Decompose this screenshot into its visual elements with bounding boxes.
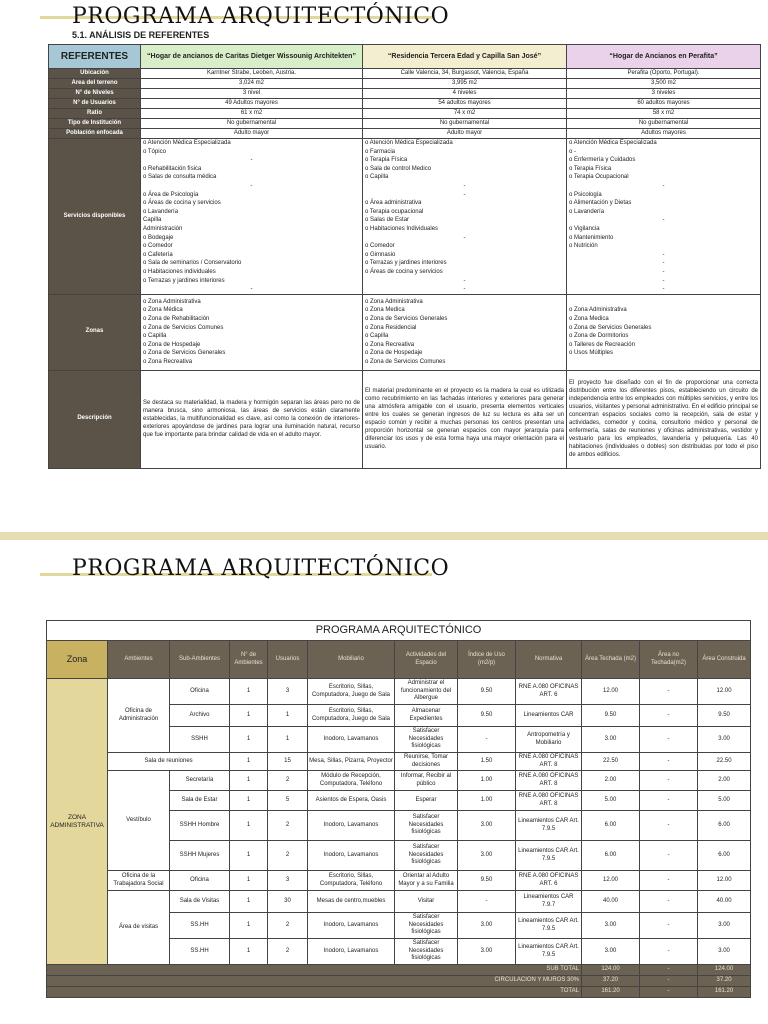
- cell: 3 nivel: [141, 89, 363, 99]
- cell-idx: 9.50: [458, 679, 516, 705]
- cell-sub: Sala de Estar: [170, 791, 230, 811]
- cell-mob: Inodoro, Lavamanos: [308, 727, 395, 753]
- cell-norm: RNE A.080 OFICINAS ART. 8: [516, 791, 582, 811]
- list-item: -: [463, 191, 466, 198]
- table-row: [49, 69, 761, 79]
- cell-idx: 3.00: [458, 841, 516, 871]
- cell-act: Orientar al Adulto Mayor y a su Familia: [395, 871, 458, 891]
- cell-at: 6.00: [582, 841, 640, 871]
- cell-u: 2: [268, 771, 308, 791]
- list-item: o Capilla: [143, 333, 167, 340]
- page-title-2: PROGRAMA ARQUITECTÓNICO: [72, 556, 450, 581]
- cell-n: 1: [230, 705, 268, 727]
- cell-mob: Inodoro, Lavamanos: [308, 913, 395, 939]
- cell: 3,500 m2: [567, 79, 761, 89]
- cell-at: 5.00: [582, 791, 640, 811]
- cell-n: 1: [230, 771, 268, 791]
- cell-ant: -: [640, 939, 698, 965]
- list-item: o Terrazas y jardines interiores: [365, 260, 447, 267]
- col-header: Área Construida: [698, 641, 751, 679]
- cell-n: 1: [230, 913, 268, 939]
- zones-row: [49, 294, 761, 370]
- ambient-cell: Oficina de Administración: [108, 679, 170, 753]
- cell-n: 1: [230, 891, 268, 913]
- header-referentes: REFERENTES: [49, 45, 141, 69]
- cell: 4 niveles: [363, 89, 567, 99]
- list-item: o Sala de seminarios / Conservatorio: [143, 260, 242, 267]
- cell-ac: 40.00: [698, 891, 751, 913]
- description-row: [49, 370, 761, 468]
- cell-idx: 3.00: [458, 811, 516, 841]
- cell-at: 2.00: [582, 771, 640, 791]
- list-item: o Lavandería: [143, 208, 179, 215]
- table-row: [47, 771, 751, 791]
- list-item: o Zona de Servicios Comunes: [365, 358, 446, 365]
- cell-norm: RNE A.080 OFICINAS ART. 6: [516, 679, 582, 705]
- description-label: Descripción: [49, 370, 141, 468]
- list-item: o Zona Administrativa: [143, 298, 201, 305]
- cell-at: 3.00: [582, 727, 640, 753]
- list-item: o Comedor: [365, 243, 395, 250]
- program-table: [46, 620, 751, 998]
- list-item: -: [250, 286, 253, 293]
- list-item: o Área administrativa: [365, 200, 422, 207]
- list-item: o Zona Medica: [365, 307, 405, 314]
- cell-sub: SSHH Mujeres: [170, 841, 230, 871]
- header-ref3: “Hogar de Ancianos en Perafita”: [567, 45, 761, 69]
- cell-at: 22.50: [582, 753, 640, 771]
- cell-ac: 3.00: [698, 913, 751, 939]
- list-item: -: [662, 260, 665, 267]
- table-row: [47, 891, 751, 913]
- cell-u: 3: [268, 871, 308, 891]
- table-row: [49, 119, 761, 129]
- cell: 3,995 m2: [363, 79, 567, 89]
- cell-u: 30: [268, 891, 308, 913]
- cell: Calle Valencia, 34, Burgassot, Valencia, España: [363, 69, 567, 79]
- cell-norm: RNE A.080 OFICINAS ART. 8: [516, 753, 582, 771]
- cell-n: 1: [230, 841, 268, 871]
- cell-mob: Mesa, Sillas, Pizarra, Proyector: [308, 753, 395, 771]
- cell-n: 1: [230, 753, 268, 771]
- ambient-cell: Vestíbulo: [108, 771, 170, 871]
- page-2: [0, 540, 768, 1024]
- cell: 3,024 m2: [141, 79, 363, 89]
- cell-n: 1: [230, 727, 268, 753]
- cell: 3 niveles: [567, 89, 761, 99]
- zone-cell: ZONA ADMINISTRATIVA: [47, 679, 108, 965]
- row-label: Población enfocada: [49, 129, 141, 139]
- list-item: o Salas de Estar: [365, 217, 410, 224]
- cell: 60 adultos mayores: [567, 99, 761, 109]
- list-item: o Zona Administrativa: [569, 307, 627, 314]
- cell-act: Satisfacer Necesidades fisiológicas: [395, 841, 458, 871]
- table-row: [49, 129, 761, 139]
- cell: No gubernamental: [141, 119, 363, 129]
- total-at: 161.20: [582, 987, 640, 998]
- cell-ant: -: [640, 771, 698, 791]
- cell-at: 9.50: [582, 705, 640, 727]
- list-item: o Terapia Ocupacional: [569, 174, 629, 181]
- col-header: Usuarios: [268, 641, 308, 679]
- cell-sub: SSHH: [170, 727, 230, 753]
- cell-ant: -: [640, 705, 698, 727]
- cell-norm: Lineamientos CAR Art. 7.9.5: [516, 811, 582, 841]
- section-subtitle: 5.1. ANÁLISIS DE REFERENTES: [72, 30, 210, 40]
- cell-u: 2: [268, 939, 308, 965]
- list-item: o Zona de Hospedaje: [143, 341, 201, 348]
- row-label: N° de Niveles: [49, 89, 141, 99]
- cell-u: 2: [268, 913, 308, 939]
- col-header: Sub-Ambientes: [170, 641, 230, 679]
- cell: Adultos mayores: [567, 129, 761, 139]
- list-item: o Rehabilitación física: [143, 165, 202, 172]
- col-header: Zona: [47, 641, 108, 679]
- total-row: [47, 965, 751, 976]
- cell-n: 1: [230, 939, 268, 965]
- list-item: o Zona de Servicios Generales: [365, 316, 448, 322]
- total-row: [47, 976, 751, 987]
- cell: 58 x m2: [567, 109, 761, 119]
- cell: 74 x m2: [363, 109, 567, 119]
- cell-mob: Inodoro, Lavamanos: [308, 939, 395, 965]
- cell-act: Reunirse, Tomar decisiones: [395, 753, 458, 771]
- cell-idx: 1.00: [458, 771, 516, 791]
- list-item: -: [463, 234, 466, 241]
- cell-u: 2: [268, 841, 308, 871]
- list-item: o Atención Médica Especializada: [365, 140, 453, 146]
- cell-norm: RNE A.080 OFICINAS ART. 6: [516, 871, 582, 891]
- list-item: o Vigilancia: [569, 225, 600, 232]
- list-item: o Habitaciones individuales: [143, 268, 216, 275]
- cell-u: 1: [268, 705, 308, 727]
- list-item: Capilla: [143, 217, 162, 224]
- table-caption: PROGRAMA ARQUITECTÓNICO: [47, 621, 751, 641]
- ambient-cell: Área de visitas: [108, 891, 170, 965]
- list-item: o Zona de Rehabilitación: [143, 316, 210, 322]
- cell-sub: Oficina: [170, 679, 230, 705]
- list-item: Administración: [143, 225, 183, 232]
- list-item: -: [662, 268, 665, 275]
- cell-sub: SS.HH: [170, 913, 230, 939]
- table-row: [47, 679, 751, 705]
- row-label: Área del terreno: [49, 79, 141, 89]
- total-label: SUB TOTAL: [47, 965, 582, 976]
- cell: Karntner Strabe, Leoben, Austria.: [141, 69, 363, 79]
- cell-idx: 9.50: [458, 705, 516, 727]
- cell-idx: 3.00: [458, 939, 516, 965]
- cell-ac: 6.00: [698, 811, 751, 841]
- cell-idx: -: [458, 727, 516, 753]
- cell-norm: Lineamientos CAR 7.9.7: [516, 891, 582, 913]
- cell: Adulto mayor: [363, 129, 567, 139]
- cell-ac: 22.50: [698, 753, 751, 771]
- list-item: o Área de Psicología: [143, 191, 199, 198]
- list-item: o Atención Médica Especializada: [143, 140, 231, 146]
- total-at: 37.20: [582, 976, 640, 987]
- cell-norm: Lineamientos CAR Art. 7.9.5: [516, 913, 582, 939]
- cell-norm: Lineamientos CAR: [516, 705, 582, 727]
- list-item: o Capilla: [365, 333, 389, 340]
- row-label: Tipo de Institución: [49, 119, 141, 129]
- list-item: o Zona Administrativa: [365, 298, 423, 305]
- header-ref2: “Residencia Tercera Edad y Capilla San José”: [363, 45, 567, 69]
- zones-col-1: [141, 294, 363, 370]
- total-label: CIRCULACIÓN Y MUROS 30%: [47, 976, 582, 987]
- services-col-1: [141, 139, 363, 295]
- page-gap: [0, 532, 768, 540]
- cell-ac: 12.00: [698, 679, 751, 705]
- list-item: -: [662, 277, 665, 284]
- cell: 61 x m2: [141, 109, 363, 119]
- header-ref1: “Hogar de ancianos de Caritas Dietger Wissounig Architekten”: [141, 45, 363, 69]
- zones-col-3: [567, 294, 761, 370]
- description-col-2: El material predominante en el proyecto es la madera la cual es utilizada como recubrimiento en las fachadas interiores y exteriores para generar una atmósfera amigable con el usuario, presenta elementos verticales entre los cuales se generan ingresos de luz su lectura es alta ser un espacio común y recibir a muchas personas los centros presentan una proporción horizontal se generan espacios con mayor jerarquía para diferenciar los usos y de esta forma haya una mayor orientación para el usuario.: [363, 370, 567, 468]
- cell-ac: 12.00: [698, 871, 751, 891]
- list-item: o Salas de consulta médica: [143, 174, 217, 181]
- services-col-3: [567, 139, 761, 295]
- list-item: -: [463, 277, 466, 284]
- ambient-cell: Oficina de la Trabajadora Social: [108, 871, 170, 891]
- cell-ant: -: [640, 811, 698, 841]
- cell-sub: SS.HH: [170, 939, 230, 965]
- cell-act: Satisfacer Necesidades fisiológicas: [395, 727, 458, 753]
- cell-sub: Archivo: [170, 705, 230, 727]
- cell-act: Satisfacer Necesidades fisiológicas: [395, 913, 458, 939]
- services-label: Servicios disponibles: [49, 139, 141, 295]
- list-item: o Zona Medica: [569, 316, 609, 322]
- list-item: o Usos Múltiples: [569, 350, 614, 357]
- cell-ant: -: [640, 841, 698, 871]
- cell-at: 12.00: [582, 679, 640, 705]
- col-header: Ambientes: [108, 641, 170, 679]
- row-label: Ubicación: [49, 69, 141, 79]
- cell-ac: 3.00: [698, 939, 751, 965]
- list-item: o Gimnasio: [365, 251, 396, 258]
- table-row: [47, 753, 751, 771]
- cell-n: 1: [230, 791, 268, 811]
- cell-ant: -: [640, 679, 698, 705]
- list-item: o Capilla: [365, 174, 389, 181]
- total-ant: -: [640, 965, 698, 976]
- list-item: o Sala de control Medico: [365, 165, 432, 172]
- cell-ant: -: [640, 913, 698, 939]
- total-ant: -: [640, 976, 698, 987]
- cell-norm: Lineamientos CAR Art. 7.9.5: [516, 841, 582, 871]
- list-item: o Mantenimiento: [569, 234, 614, 241]
- description-col-1: Se destaca su materialidad, la madera y hormigón separan las áreas pero no de manera brusca, sino armoniosa, las áreas de servicios están claramente establecidas, la multifuncionalidad es clave, así como la conexión de interiores-exteriores apoyándose de jardines para lograr una iluminación natural, recurso que fue importante para brindar calidad de vida en el adulto mayor.: [141, 370, 363, 468]
- cell-sub: Secretaría: [170, 771, 230, 791]
- cell-mob: Asientos de Espera, Oasis: [308, 791, 395, 811]
- col-header: Actividades del Espacio: [395, 641, 458, 679]
- list-item: -: [662, 182, 665, 189]
- cell-mob: Escritorio, Sillas, Computadora, Juego de Sala: [308, 679, 395, 705]
- list-item: o Terapia Física: [569, 165, 612, 172]
- table-row: [49, 109, 761, 119]
- row-label: Ratio: [49, 109, 141, 119]
- list-item: -: [250, 157, 253, 164]
- list-item: o Zona Recreativa: [143, 358, 193, 365]
- list-item: o Atención Médica Especializada: [569, 140, 657, 146]
- services-col-2: [363, 139, 567, 295]
- list-item: -: [463, 286, 466, 293]
- list-item: o Zona Médica: [143, 307, 183, 314]
- zones-col-2: [363, 294, 567, 370]
- list-item: -: [662, 217, 665, 224]
- total-ac: 124.00: [698, 965, 751, 976]
- cell-u: 1: [268, 727, 308, 753]
- cell-norm: Antropometría y Mobiliario: [516, 727, 582, 753]
- cell: 49 Adultos mayores: [141, 99, 363, 109]
- list-item: o -: [569, 148, 577, 155]
- cell-idx: 1.00: [458, 791, 516, 811]
- cell-sub: Sala de Visitas: [170, 891, 230, 913]
- list-item: -: [250, 182, 253, 189]
- list-item: o Terapia ocupacional: [365, 208, 424, 215]
- cell-n: 1: [230, 679, 268, 705]
- col-header: N° de Ambientes: [230, 641, 268, 679]
- cell-mob: Mesas de centro,muebles: [308, 891, 395, 913]
- list-item: -: [662, 286, 665, 293]
- total-at: 124.00: [582, 965, 640, 976]
- cell-at: 3.00: [582, 913, 640, 939]
- cell-u: 15: [268, 753, 308, 771]
- total-ant: -: [640, 987, 698, 998]
- cell: No gubernamental: [363, 119, 567, 129]
- cell: No gubernamental: [567, 119, 761, 129]
- list-item: o Psicología: [569, 191, 602, 198]
- list-item: o Bodegaje: [143, 234, 174, 241]
- list-item: o Cafetería: [143, 251, 173, 258]
- list-item: o Terapia Física: [365, 157, 408, 164]
- zones-label: Zonas: [49, 294, 141, 370]
- list-item: o Alimentación y Dietas: [569, 200, 632, 207]
- list-item: o Zona de Dormitorios: [569, 333, 629, 340]
- list-item: o Zona de Servicios Comunes: [143, 324, 224, 331]
- cell-act: Esperar: [395, 791, 458, 811]
- total-ac: 37.20: [698, 976, 751, 987]
- cell-act: Visitar: [395, 891, 458, 913]
- cell-n: 1: [230, 871, 268, 891]
- cell-sub: Oficina: [170, 871, 230, 891]
- cell-at: 40.00: [582, 891, 640, 913]
- cell-ac: 5.00: [698, 791, 751, 811]
- list-item: o Zona de Servicios Generales: [569, 324, 652, 331]
- list-item: o Zona Recreativa: [365, 341, 415, 348]
- table-row: [49, 89, 761, 99]
- list-item: o Lavandería: [569, 208, 605, 215]
- cell-act: Satisfacer Necesidades fisiológicas: [395, 939, 458, 965]
- cell-ant: -: [640, 891, 698, 913]
- list-item: o Zona de Hospedaje: [365, 350, 423, 357]
- table-row: [49, 99, 761, 109]
- cell-norm: RNE A.080 OFICINAS ART. 8: [516, 771, 582, 791]
- page-title: PROGRAMA ARQUITECTÓNICO: [72, 4, 450, 29]
- cell-at: 6.00: [582, 811, 640, 841]
- cell: Adulto mayor: [141, 129, 363, 139]
- cell-u: 3: [268, 679, 308, 705]
- list-item: o Terrazas y jardines interiores: [143, 277, 225, 284]
- list-item: o Comedor: [143, 243, 173, 250]
- list-item: -: [463, 182, 466, 189]
- cell-ac: 2.00: [698, 771, 751, 791]
- cell-idx: 3.00: [458, 913, 516, 939]
- cell-mob: Escritorio, Sillas, Computadora, Juego de Sala: [308, 705, 395, 727]
- cell-mob: Escritorio, Sillas, Computadora, Teléfono: [308, 871, 395, 891]
- cell-mob: Inodoro, Lavamanos: [308, 841, 395, 871]
- cell-act: Almacenar Expedientes: [395, 705, 458, 727]
- cell-act: Administrar el funcionamiento del Albergue: [395, 679, 458, 705]
- cell-u: 2: [268, 811, 308, 841]
- cell-ant: -: [640, 791, 698, 811]
- list-item: o Enfermería y Cuidados: [569, 157, 636, 164]
- header-row: [47, 641, 751, 679]
- total-label: TOTAL: [47, 987, 582, 998]
- list-item: o Talleres de Recreación: [569, 341, 635, 348]
- col-header: Índice de Uso (m2/p): [458, 641, 516, 679]
- list-item: o Tópico: [143, 148, 166, 155]
- col-header: Mobiliario: [308, 641, 395, 679]
- list-item: o Farmacia: [365, 148, 396, 155]
- cell-at: 12.00: [582, 871, 640, 891]
- list-item: o Habitaciones Individuales: [365, 225, 439, 232]
- referents-table: [48, 44, 761, 469]
- services-row: [49, 139, 761, 295]
- table-row: [47, 871, 751, 891]
- col-header: Área Techada (m2): [582, 641, 640, 679]
- cell-idx: 9.50: [458, 871, 516, 891]
- list-item: o Nutrición: [569, 243, 598, 250]
- cell-mob: Módulo de Recepción, Computadora, Teléfono: [308, 771, 395, 791]
- row-label: N° de Usuarios: [49, 99, 141, 109]
- col-header: Normativa: [516, 641, 582, 679]
- cell-norm: Lineamientos CAR Art. 7.9.5: [516, 939, 582, 965]
- cell-ac: 3.00: [698, 727, 751, 753]
- cell-n: 1: [230, 811, 268, 841]
- table-row: [49, 79, 761, 89]
- cell-act: Satisfacer Necesidades fisiológicas: [395, 811, 458, 841]
- ambient-cell: Sala de reuniones: [108, 753, 230, 771]
- cell-sub: SSHH Hombre: [170, 811, 230, 841]
- cell: 54 adultos mayores: [363, 99, 567, 109]
- description-col-3: El proyecto fue diseñado con el fin de proporcionar una correcta distribución entre los diferentes pisos, estableciendo un circuito de independencia entre los empleados con múltiples servicios, y entre los usuarios, visitantes y personal administrativo. En el edificio principal se concentran espacios sociales como la recepción, sala de estar y actividades, comedor y cocina, consultorio médico y personal de enfermería, salas de reuniones y oficinas administrativas, vestidor y vestuario para los empleados, lavandería y peluquería. Las 40 habitaciones (individuales o dobles) son distribuidas por todo el piso de ambos edificios.: [567, 370, 761, 468]
- col-header: Área no Techada(m2): [640, 641, 698, 679]
- cell-idx: -: [458, 891, 516, 913]
- list-item: o Zona Residencial: [365, 324, 417, 331]
- cell-ac: 6.00: [698, 841, 751, 871]
- total-row: [47, 987, 751, 998]
- total-ac: 161.20: [698, 987, 751, 998]
- list-item: o Zona de Servicios Generales: [143, 350, 226, 357]
- cell-idx: 1.50: [458, 753, 516, 771]
- cell: Perafita (Oporto, Portugal).: [567, 69, 761, 79]
- cell-ant: -: [640, 753, 698, 771]
- cell-act: Informar, Recibir al público: [395, 771, 458, 791]
- list-item: o Áreas de cocina y servicios: [143, 200, 221, 207]
- list-item: o Áreas de cocina y servicios: [365, 268, 443, 275]
- cell-ac: 9.50: [698, 705, 751, 727]
- cell-ant: -: [640, 727, 698, 753]
- cell-mob: Inodoro, Lavamanos: [308, 811, 395, 841]
- list-item: -: [662, 251, 665, 258]
- cell-ant: -: [640, 871, 698, 891]
- cell-at: 3.00: [582, 939, 640, 965]
- cell-u: 5: [268, 791, 308, 811]
